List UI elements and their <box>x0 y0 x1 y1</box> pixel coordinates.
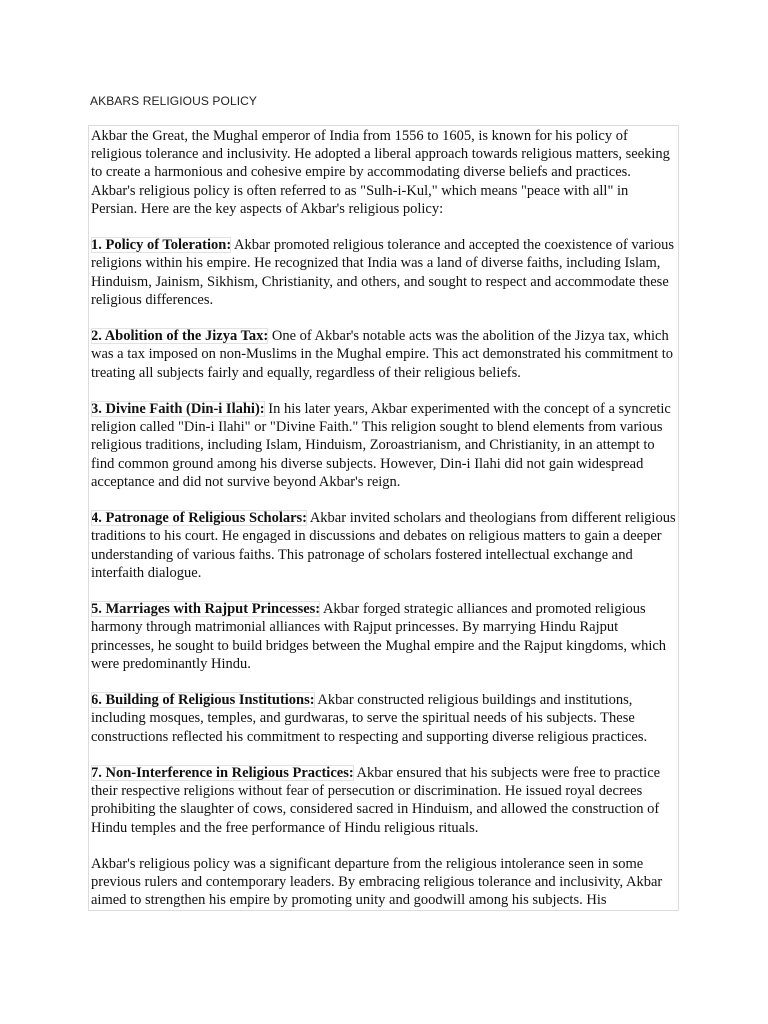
policy-point-heading: 5. Marriages with Rajput Princesses: <box>91 601 321 618</box>
policy-point-7 <box>91 764 678 837</box>
policy-point-heading: 6. Building of Religious Institutions: <box>91 692 315 709</box>
policy-point-text: Akbar ensured that his subjects were free to practice their respective religions without fear of persecution or discrimination. He issued royal decrees prohibiting the slaughter of cows, considered sacred in Hinduism, and allowed the construction of Hindu temples and the free performance of Hindu religious rituals. <box>91 765 661 836</box>
policy-point-1 <box>91 236 678 309</box>
policy-point-text: Akbar invited scholars and theologians from different religious traditions to his court. He engaged in discussions and debates on religious matters to gain a deeper understanding of various faiths. This patronage of scholars fostered intellectual exchange and interfaith dialogue. <box>91 510 676 581</box>
policy-point-heading: 1. Policy of Toleration: <box>91 237 232 254</box>
conclusion-paragraph: Akbar's religious policy was a significant departure from the religious intolerance seen in some previous rulers and contemporary leaders. By embracing religious tolerance and inclusivity, Akbar aimed to strengthen his empire by promoting unity and goodwill among his subjects. His <box>91 856 663 909</box>
policy-point-text: In his later years, Akbar experimented with the concept of a syncretic religion called "Din-i Ilahi" or "Divine Faith." This religion sought to blend elements from various religious traditions, including Islam, Hinduism, Zoroastrianism, and Christianity, in an attempt to find common ground among his diverse subjects. However, Din-i Ilahi did not gain widespread acceptance and did not survive beyond Akbar's reign. <box>91 401 671 490</box>
policy-point-2 <box>91 327 678 382</box>
document-title: AKBARS RELIGIOUS POLICY <box>90 94 258 108</box>
policy-point-text: Akbar constructed religious buildings and institutions, including mosques, temples, and gurdwaras, to serve the spiritual needs of his subjects. These constructions reflected his commitment to respecting and supporting diverse religious practices. <box>91 692 648 745</box>
policy-point-5 <box>91 600 678 673</box>
intro-paragraph: Akbar the Great, the Mughal emperor of India from 1556 to 1605, is known for his policy of religious tolerance and inclusivity. He adopted a liberal approach towards religious matters, seeking to create a harmonious and cohesive empire by accommodating diverse beliefs and practices. Akbar's religious policy is often referred to as "Sulh-i-Kul," which means "peace with all" in Persian. Here are the key aspects of Akbar's religious policy: <box>91 128 670 217</box>
policy-point-heading: 7. Non-Interference in Religious Practices: <box>91 765 354 781</box>
document-body <box>88 125 679 911</box>
policy-point-6 <box>91 691 678 746</box>
policy-point-heading: 3. Divine Faith (Din-i Ilahi): <box>91 401 265 417</box>
policy-point-text: Akbar forged strategic alliances and promoted religious harmony through matrimonial alliances with Rajput princesses. By marrying Hindu Rajput princesses, he sought to build bridges between the Mughal empire and the Rajput kingdoms, which were predominantly Hindu. <box>91 601 667 672</box>
policy-point-text: One of Akbar's notable acts was the abolition of the Jizya tax, which was a tax imposed on non-Muslims in the Mughal empire. This act demonstrated his commitment to treating all subjects fairly and equally, regardless of their religious beliefs. <box>91 328 674 381</box>
policy-point-heading: 2. Abolition of the Jizya Tax: <box>91 328 269 345</box>
policy-point-heading: 4. Patronage of Religious Scholars: <box>91 510 308 527</box>
policy-point-3 <box>91 400 678 491</box>
policy-point-4 <box>91 509 678 582</box>
policy-point-text: Akbar promoted religious tolerance and accepted the coexistence of various religions within his empire. He recognized that India was a land of diverse faiths, including Islam, Hinduism, Jainism, Sikhism, Christianity, and others, and sought to respect and accommodate these religious differences. <box>91 237 675 308</box>
